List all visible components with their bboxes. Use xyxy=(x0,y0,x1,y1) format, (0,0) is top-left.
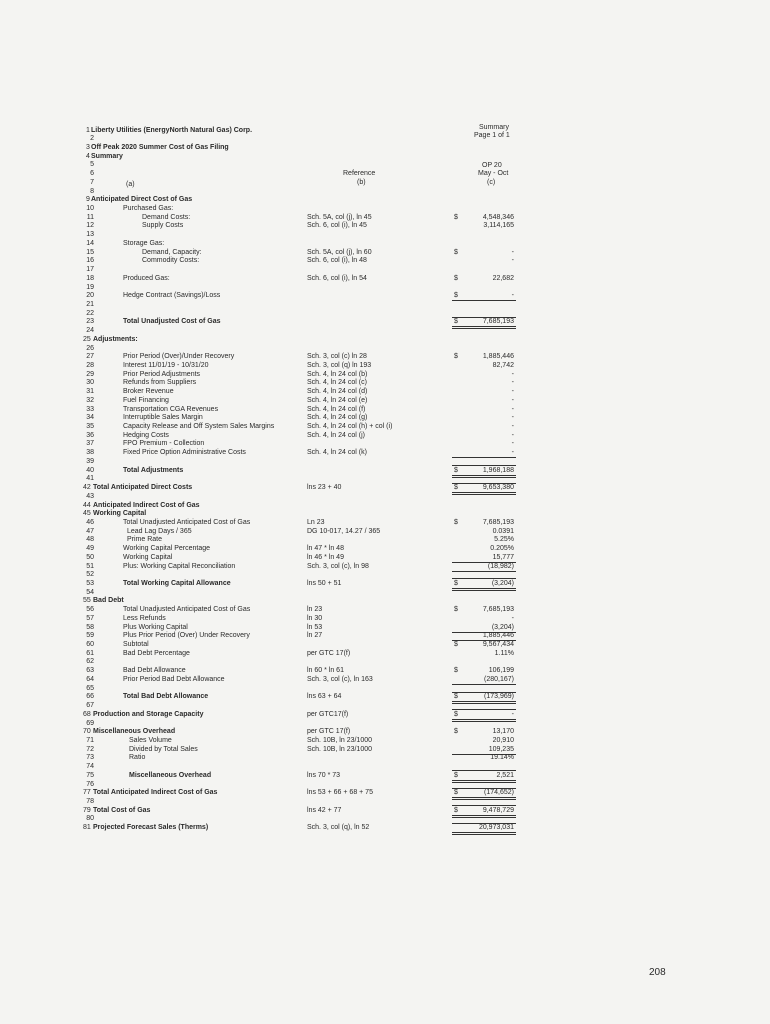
line-label: Plus Prior Period (Over) Under Recovery xyxy=(123,632,250,640)
column-c-label: (c) xyxy=(487,179,496,186)
line-number: 8 xyxy=(90,187,94,195)
line-number: 50 xyxy=(86,553,94,561)
line-label: Adjustments: xyxy=(93,335,138,343)
line-value: 2,521 xyxy=(496,771,514,779)
line-reference: Sch. 3, col (c) ln 28 xyxy=(307,353,367,361)
line-label: Transportation CGA Revenues xyxy=(123,405,219,413)
line-number: 25 xyxy=(83,335,91,343)
line-reference: Sch. 5A, col (j), ln 60 xyxy=(307,248,372,256)
line-number: 23 xyxy=(86,318,94,326)
line-label: Bad Debt Percentage xyxy=(123,649,190,657)
total-rule-top xyxy=(452,770,516,771)
line-number: 27 xyxy=(86,353,94,361)
line-label: Production and Storage Capacity xyxy=(93,710,204,718)
line-value: 106,199 xyxy=(488,667,514,675)
page-label: Page 1 of 1 xyxy=(474,132,510,139)
line-reference: Ln 23 xyxy=(307,518,325,526)
line-value: - xyxy=(511,614,514,622)
line-number: 7 xyxy=(90,178,94,186)
line-label: Working Capital Percentage xyxy=(123,545,211,553)
line-value: - xyxy=(511,440,514,448)
line-value: 15,777 xyxy=(492,553,514,561)
line-label: Broker Revenue xyxy=(123,388,174,396)
line-value: 109,235 xyxy=(488,745,514,753)
line-value: 13,170 xyxy=(492,728,514,736)
line-number: 65 xyxy=(86,684,94,692)
dollar-sign: $ xyxy=(454,710,458,718)
line-reference: Sch. 4, ln 24 col (c) xyxy=(307,379,367,387)
line-number: 10 xyxy=(86,205,94,212)
line-reference: per GTC17(f) xyxy=(307,710,349,718)
line-number: 55 xyxy=(83,597,91,605)
line-label: Produced Gas: xyxy=(123,274,170,282)
line-number: 47 xyxy=(86,527,94,535)
line-reference: Sch. 10B, ln 23/1000 xyxy=(307,736,372,744)
line-label: Total Unadjusted Cost of Gas xyxy=(123,318,221,326)
line-reference: Sch. 3, col (c), ln 98 xyxy=(307,562,369,570)
line-reference: Sch. 3, col (q), ln 52 xyxy=(307,824,370,832)
line-reference: ln 60 * ln 61 xyxy=(307,667,344,675)
line-reference: ln 53 xyxy=(307,623,323,631)
total-rule-double xyxy=(452,588,516,591)
line-reference: Sch. 4, ln 24 col (k) xyxy=(307,449,367,457)
column-title-op20: OP 20 xyxy=(482,162,502,169)
line-reference: ln 23 xyxy=(307,606,323,614)
line-reference: lns 63 + 64 xyxy=(307,693,342,701)
line-reference: lns 23 + 40 xyxy=(307,484,342,491)
line-value: (18,982) xyxy=(487,562,514,570)
line-value: 4,548,346 xyxy=(482,213,514,221)
total-rule-top xyxy=(452,465,516,466)
line-number: 12 xyxy=(86,222,94,230)
total-rule-top xyxy=(452,788,516,789)
line-number: 67 xyxy=(86,702,94,709)
line-label: Hedging Costs xyxy=(123,431,169,439)
line-value: 7,685,193 xyxy=(482,518,514,526)
line-reference: ln 46 * ln 49 xyxy=(307,553,344,561)
line-reference: Sch. 10B, ln 23/1000 xyxy=(307,745,372,753)
line-value: 7,685,193 xyxy=(482,606,514,614)
line-reference: ln 30 xyxy=(307,614,323,622)
dollar-sign: $ xyxy=(454,806,458,814)
line-label: Liberty Utilities (EnergyNorth Natural Gas) Corp. xyxy=(91,126,253,134)
line-label: Hedge Contract (Savings)/Loss xyxy=(123,292,221,300)
line-value: 1,885,446 xyxy=(482,353,514,361)
line-reference: Sch. 4, ln 24 col (g) xyxy=(307,414,368,422)
line-reference: Sch. 4, ln 24 col (b) xyxy=(307,370,368,378)
line-number: 45 xyxy=(83,510,91,518)
line-number: 31 xyxy=(86,388,94,396)
line-label: Bad Debt xyxy=(93,597,124,605)
line-value: (3,204) xyxy=(491,623,514,631)
summary-label: Summary xyxy=(479,124,509,131)
line-number: 72 xyxy=(86,745,94,753)
line-number: 9 xyxy=(86,196,90,204)
line-number: 26 xyxy=(86,344,94,352)
line-number: 1 xyxy=(86,126,90,134)
total-rule-top xyxy=(452,709,516,710)
line-number: 75 xyxy=(86,771,94,779)
total-rule-double xyxy=(452,701,516,704)
dollar-sign: $ xyxy=(454,466,458,474)
subtotal-rule xyxy=(452,300,516,301)
line-number: 38 xyxy=(86,449,94,457)
line-number: 53 xyxy=(86,579,94,587)
line-number: 80 xyxy=(86,815,94,823)
line-value: 82,742 xyxy=(492,361,514,369)
line-value: - xyxy=(511,248,514,256)
line-reference: lns 42 + 77 xyxy=(307,806,342,814)
line-number: 24 xyxy=(86,327,94,335)
line-number: 81 xyxy=(83,824,91,832)
line-number: 41 xyxy=(86,475,94,483)
line-label: Miscellaneous Overhead xyxy=(129,771,212,779)
line-number: 5 xyxy=(90,161,94,169)
line-number: 30 xyxy=(86,379,94,387)
line-label: Total Bad Debt Allowance xyxy=(123,693,209,701)
line-value: 1,968,188 xyxy=(482,466,514,474)
total-rule-double xyxy=(452,780,516,783)
line-number: 20 xyxy=(86,292,94,300)
dollar-sign: $ xyxy=(454,728,458,736)
line-number: 56 xyxy=(86,606,94,614)
line-reference: Sch. 4, ln 24 col (d) xyxy=(307,388,368,396)
dollar-sign: $ xyxy=(454,318,458,326)
line-number: 4 xyxy=(86,152,90,160)
line-number: 52 xyxy=(86,571,94,579)
line-reference: per GTC 17(f) xyxy=(307,728,351,736)
dollar-sign: $ xyxy=(454,274,458,282)
line-number: 19 xyxy=(86,283,94,291)
line-label: Interest 11/01/19 - 10/31/20 xyxy=(123,361,209,369)
line-reference: Sch. 6, col (i), ln 54 xyxy=(307,274,367,282)
line-number: 29 xyxy=(86,370,94,378)
line-number: 34 xyxy=(86,414,94,422)
line-label: Plus: Working Capital Reconciliation xyxy=(123,562,236,570)
line-label: Bad Debt Allowance xyxy=(123,667,186,675)
total-rule-top xyxy=(452,805,516,806)
line-number: 66 xyxy=(86,693,94,701)
line-number: 60 xyxy=(86,641,94,648)
line-number: 35 xyxy=(86,423,94,430)
line-number: 76 xyxy=(86,780,94,788)
line-value: (173,969) xyxy=(484,693,514,701)
line-label: Fuel Financing xyxy=(123,396,169,404)
subtotal-rule xyxy=(452,684,516,685)
line-label: Demand, Capacity: xyxy=(142,248,202,256)
line-label: Total Anticipated Direct Costs xyxy=(93,484,193,491)
line-number: 54 xyxy=(86,588,94,596)
total-rule-top xyxy=(452,317,516,318)
line-label: Purchased Gas: xyxy=(123,205,174,212)
line-number: 3 xyxy=(86,143,90,151)
total-rule-top xyxy=(452,483,516,484)
line-label: Miscellaneous Overhead xyxy=(93,728,176,736)
line-number: 49 xyxy=(86,545,94,553)
line-value: - xyxy=(511,292,514,300)
line-number: 51 xyxy=(86,562,94,570)
column-title-period: May - Oct xyxy=(478,170,509,177)
line-label: Demand Costs: xyxy=(142,213,191,221)
line-value: (280,167) xyxy=(484,675,514,683)
total-rule-top xyxy=(452,578,516,579)
line-reference: lns 53 + 66 + 68 + 75 xyxy=(307,789,373,797)
total-rule-double xyxy=(452,797,516,800)
line-number: 40 xyxy=(86,466,94,474)
line-value: - xyxy=(511,431,514,439)
total-rule-double xyxy=(452,492,516,495)
line-label: Divided by Total Sales xyxy=(129,745,198,753)
column-b-label: (b) xyxy=(357,179,366,186)
page-number: 208 xyxy=(649,967,666,978)
line-value: 20,910 xyxy=(492,736,514,744)
line-reference: Sch. 5A, col (j), ln 45 xyxy=(307,213,372,221)
total-rule-top xyxy=(452,692,516,693)
line-label: Commodity Costs: xyxy=(142,257,200,265)
line-value: - xyxy=(511,379,514,387)
line-number: 69 xyxy=(86,719,94,727)
column-a-label: (a) xyxy=(126,181,135,188)
line-label: Total Working Capital Allowance xyxy=(123,579,231,587)
subtotal-rule xyxy=(452,457,516,458)
dollar-sign: $ xyxy=(454,579,458,587)
line-label: Total Cost of Gas xyxy=(93,806,151,814)
line-number: 21 xyxy=(86,300,94,308)
line-label: Working Capital xyxy=(93,510,147,518)
dollar-sign: $ xyxy=(454,693,458,701)
total-rule-double xyxy=(452,326,516,329)
line-number: 78 xyxy=(86,797,94,805)
line-label: Off Peak 2020 Summer Cost of Gas Filing xyxy=(91,143,229,151)
line-number: 22 xyxy=(86,309,94,317)
dollar-sign: $ xyxy=(454,292,458,300)
line-value: - xyxy=(511,388,514,396)
line-number: 70 xyxy=(83,728,91,736)
line-value: 0.0391 xyxy=(492,527,514,535)
line-number: 61 xyxy=(86,649,94,657)
dollar-sign: $ xyxy=(454,518,458,526)
line-number: 13 xyxy=(86,231,94,239)
line-number: 44 xyxy=(83,501,91,509)
line-number: 2 xyxy=(90,135,94,143)
line-label: Total Unadjusted Anticipated Cost of Gas xyxy=(123,518,251,526)
line-reference: Sch. 3, col (c), ln 163 xyxy=(307,675,373,683)
line-number: 43 xyxy=(86,492,94,500)
total-rule-double xyxy=(452,475,516,478)
total-rule-double xyxy=(452,832,516,835)
line-reference: Sch. 6, col (i), ln 45 xyxy=(307,222,367,230)
dollar-sign: $ xyxy=(454,771,458,779)
line-number: 18 xyxy=(86,274,94,282)
line-reference: Sch. 4, ln 24 col (e) xyxy=(307,396,368,404)
line-reference: ln 27 xyxy=(307,632,323,640)
dollar-sign: $ xyxy=(454,353,458,361)
line-number: 6 xyxy=(90,170,94,178)
line-reference: Sch. 6, col (i), ln 48 xyxy=(307,257,367,265)
line-reference: Sch. 4, ln 24 col (f) xyxy=(307,405,366,413)
line-label: Total Unadjusted Anticipated Cost of Gas xyxy=(123,606,251,614)
line-number: 15 xyxy=(86,248,94,256)
line-reference: lns 50 + 51 xyxy=(307,579,342,587)
line-reference: lns 70 * 73 xyxy=(307,771,341,779)
line-number: 17 xyxy=(86,266,94,273)
line-value: (3,204) xyxy=(491,579,514,587)
line-value: - xyxy=(511,710,514,718)
line-value: 9,653,380 xyxy=(482,484,514,491)
line-number: 68 xyxy=(83,710,91,718)
dollar-sign: $ xyxy=(454,789,458,797)
line-label: Subtotal xyxy=(123,641,149,648)
line-value: - xyxy=(511,396,514,404)
line-label: Total Anticipated Indirect Cost of Gas xyxy=(93,789,218,797)
line-number: 73 xyxy=(86,754,94,762)
line-number: 59 xyxy=(86,632,94,640)
line-label: Storage Gas: xyxy=(123,239,165,247)
line-value: 20,973,031 xyxy=(478,824,514,832)
line-label: FPO Premium - Collection xyxy=(123,440,205,448)
line-value: 3,114,165 xyxy=(483,222,514,230)
line-value: 7,685,193 xyxy=(482,318,514,326)
line-number: 39 xyxy=(86,457,94,465)
line-number: 74 xyxy=(86,763,94,771)
dollar-sign: $ xyxy=(454,641,458,648)
dollar-sign: $ xyxy=(454,248,458,256)
line-value: (174,652) xyxy=(484,789,514,797)
line-number: 77 xyxy=(83,789,91,797)
line-label: Prior Period Adjustments xyxy=(123,370,201,378)
line-label: Ratio xyxy=(129,754,146,762)
line-reference: Sch. 4, ln 24 col (h) + col (i) xyxy=(307,423,393,430)
line-number: 64 xyxy=(86,675,94,683)
line-value: - xyxy=(511,414,514,422)
line-value: 9,478,729 xyxy=(482,806,514,814)
line-label: Total Adjustments xyxy=(123,466,184,474)
total-rule-top xyxy=(452,823,516,824)
line-value: 1,885,446 xyxy=(482,632,514,640)
line-label: Prior Period (Over)/Under Recovery xyxy=(123,353,235,361)
line-number: 11 xyxy=(86,213,94,221)
line-label: Anticipated Indirect Cost of Gas xyxy=(93,501,200,509)
line-value: - xyxy=(511,370,514,378)
dollar-sign: $ xyxy=(454,484,458,491)
line-label: Prime Rate xyxy=(127,536,163,544)
line-value: 5.25% xyxy=(494,536,514,544)
line-value: 22,682 xyxy=(492,274,514,282)
dollar-sign: $ xyxy=(454,606,458,614)
line-number: 33 xyxy=(86,405,94,413)
line-label: Projected Forecast Sales (Therms) xyxy=(93,824,209,832)
line-label: Summary xyxy=(91,152,123,160)
line-number: 63 xyxy=(86,667,94,675)
line-number: 46 xyxy=(86,518,94,526)
line-label: Supply Costs xyxy=(142,222,184,230)
line-value: 1.11% xyxy=(494,649,514,657)
line-value: - xyxy=(511,449,514,457)
line-reference: DG 10-017, 14.27 / 365 xyxy=(307,527,381,535)
line-number: 57 xyxy=(86,614,94,622)
line-value: - xyxy=(511,405,514,413)
total-rule-double xyxy=(452,815,516,818)
line-number: 71 xyxy=(86,736,94,744)
line-label: Refunds from Suppliers xyxy=(123,379,197,387)
line-label: Interruptible Sales Margin xyxy=(123,414,203,422)
dollar-sign: $ xyxy=(454,667,458,675)
line-value: 19.14% xyxy=(490,754,514,762)
line-number: 36 xyxy=(86,431,94,439)
line-number: 42 xyxy=(83,484,91,491)
dollar-sign: $ xyxy=(454,213,458,221)
line-number: 32 xyxy=(86,396,94,404)
line-number: 62 xyxy=(86,658,94,666)
line-number: 79 xyxy=(83,806,91,814)
line-label: Fixed Price Option Administrative Costs xyxy=(123,449,246,457)
line-label: Sales Volume xyxy=(129,736,172,744)
line-label: Prior Period Bad Debt Allowance xyxy=(123,675,225,683)
line-label: Capacity Release and Off System Sales Margins xyxy=(123,423,275,430)
line-label: Working Capital xyxy=(123,553,173,561)
line-number: 37 xyxy=(86,440,94,448)
line-value: 0.205% xyxy=(490,545,514,553)
line-reference: Sch. 3, col (q) ln 193 xyxy=(307,361,372,369)
line-value: - xyxy=(511,423,514,430)
line-number: 14 xyxy=(86,239,94,247)
total-rule-double xyxy=(452,719,516,722)
subtotal-rule xyxy=(452,571,516,572)
line-reference: ln 47 * ln 48 xyxy=(307,545,344,553)
line-label: Less Refunds xyxy=(123,614,166,622)
line-value: - xyxy=(511,257,514,265)
line-number: 48 xyxy=(86,536,94,544)
line-reference: per GTC 17(f) xyxy=(307,649,351,657)
line-label: Lead Lag Days / 365 xyxy=(127,527,192,535)
line-number: 58 xyxy=(86,623,94,631)
line-reference: Sch. 4, ln 24 col (j) xyxy=(307,431,365,439)
line-value: 9,567,434 xyxy=(482,641,514,648)
reference-header: Reference xyxy=(343,170,376,177)
line-label: Anticipated Direct Cost of Gas xyxy=(91,196,193,204)
line-label: Plus Working Capital xyxy=(123,623,188,631)
line-number: 28 xyxy=(86,361,94,369)
line-number: 16 xyxy=(86,257,94,265)
